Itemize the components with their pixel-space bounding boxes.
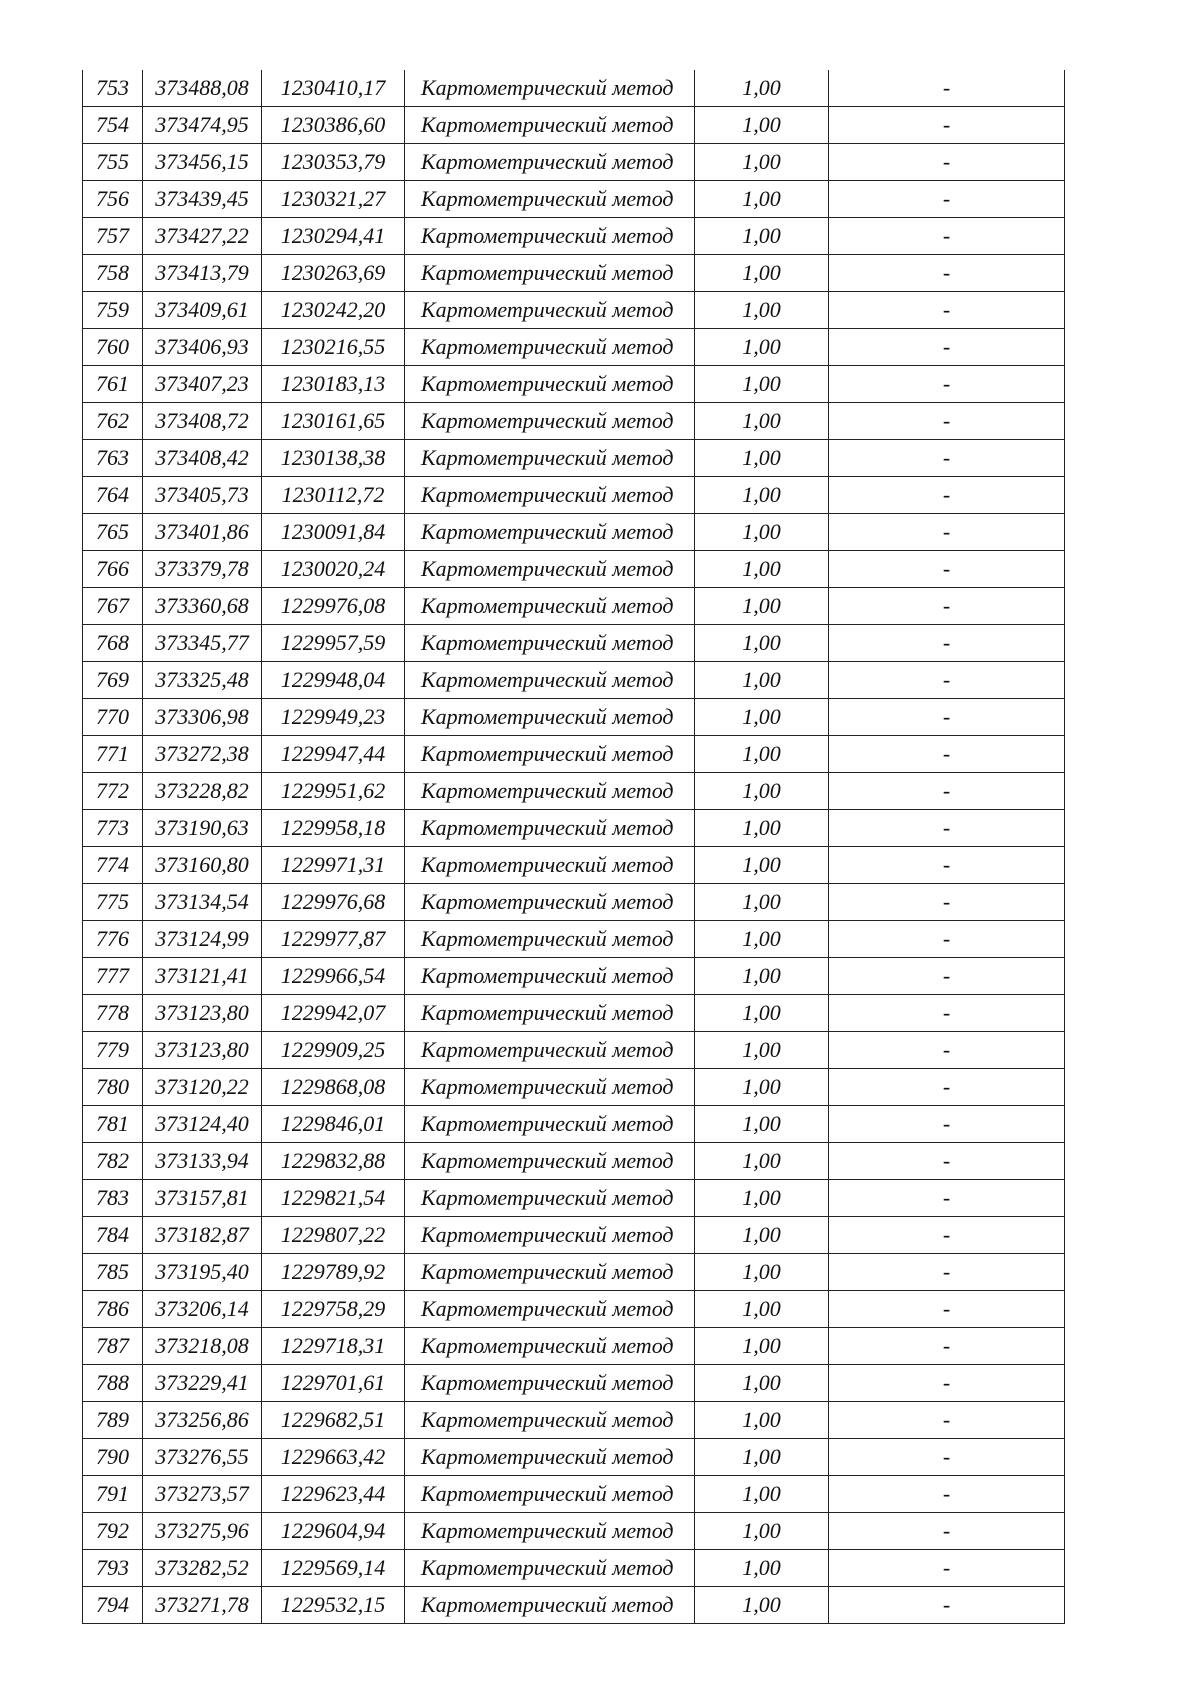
table-row	[83, 1291, 1065, 1328]
x-coordinate-cell: 373206,14	[143, 1291, 262, 1328]
point-number-cell: 786	[83, 1291, 143, 1328]
method-cell: Картометрический метод	[405, 958, 695, 995]
method-cell: Картометрический метод	[405, 662, 695, 699]
point-number-cell: 771	[83, 736, 143, 773]
point-number-cell: 790	[83, 1439, 143, 1476]
point-number-cell: 793	[83, 1550, 143, 1587]
method-cell: Картометрический метод	[405, 921, 695, 958]
method-cell: Картометрический метод	[405, 403, 695, 440]
table-row	[83, 1106, 1065, 1143]
point-number-cell: 769	[83, 662, 143, 699]
y-coordinate-cell: 1230294,41	[262, 218, 405, 255]
method-cell: Картометрический метод	[405, 625, 695, 662]
point-number-cell: 766	[83, 551, 143, 588]
x-coordinate-cell: 373134,54	[143, 884, 262, 921]
x-coordinate-cell: 373325,48	[143, 662, 262, 699]
accuracy-cell: 1,00	[695, 1106, 829, 1143]
table-row	[83, 551, 1065, 588]
x-coordinate-cell: 373401,86	[143, 514, 262, 551]
table-row	[83, 477, 1065, 514]
point-number-cell: 768	[83, 625, 143, 662]
accuracy-cell: 1,00	[695, 329, 829, 366]
y-coordinate-cell: 1230216,55	[262, 329, 405, 366]
y-coordinate-cell: 1229868,08	[262, 1069, 405, 1106]
accuracy-cell: 1,00	[695, 1550, 829, 1587]
y-coordinate-cell: 1230410,17	[262, 70, 405, 107]
description-cell: -	[829, 1143, 1065, 1180]
description-cell: -	[829, 1180, 1065, 1217]
table-row	[83, 1587, 1065, 1624]
point-number-cell: 773	[83, 810, 143, 847]
method-cell: Картометрический метод	[405, 1439, 695, 1476]
point-number-cell: 755	[83, 144, 143, 181]
x-coordinate-cell: 373123,80	[143, 1032, 262, 1069]
point-number-cell: 761	[83, 366, 143, 403]
accuracy-cell: 1,00	[695, 1180, 829, 1217]
x-coordinate-cell: 373408,42	[143, 440, 262, 477]
method-cell: Картометрический метод	[405, 1402, 695, 1439]
table-row	[83, 958, 1065, 995]
point-number-cell: 789	[83, 1402, 143, 1439]
accuracy-cell: 1,00	[695, 1217, 829, 1254]
x-coordinate-cell: 373182,87	[143, 1217, 262, 1254]
method-cell: Картометрический метод	[405, 995, 695, 1032]
point-number-cell: 785	[83, 1254, 143, 1291]
y-coordinate-cell: 1229569,14	[262, 1550, 405, 1587]
x-coordinate-cell: 373474,95	[143, 107, 262, 144]
method-cell: Картометрический метод	[405, 1365, 695, 1402]
x-coordinate-cell: 373160,80	[143, 847, 262, 884]
method-cell: Картометрический метод	[405, 1291, 695, 1328]
x-coordinate-cell: 373405,73	[143, 477, 262, 514]
point-number-cell: 762	[83, 403, 143, 440]
method-cell: Картометрический метод	[405, 736, 695, 773]
accuracy-cell: 1,00	[695, 218, 829, 255]
accuracy-cell: 1,00	[695, 884, 829, 921]
table-row	[83, 1217, 1065, 1254]
method-cell: Картометрический метод	[405, 847, 695, 884]
table-row	[83, 1365, 1065, 1402]
x-coordinate-cell: 373124,40	[143, 1106, 262, 1143]
x-coordinate-cell: 373360,68	[143, 588, 262, 625]
x-coordinate-cell: 373408,72	[143, 403, 262, 440]
table-row	[83, 514, 1065, 551]
y-coordinate-cell: 1229701,61	[262, 1365, 405, 1402]
table-row	[83, 403, 1065, 440]
y-coordinate-cell: 1229532,15	[262, 1587, 405, 1624]
description-cell: -	[829, 773, 1065, 810]
method-cell: Картометрический метод	[405, 107, 695, 144]
method-cell: Картометрический метод	[405, 1032, 695, 1069]
x-coordinate-cell: 373456,15	[143, 144, 262, 181]
accuracy-cell: 1,00	[695, 1291, 829, 1328]
accuracy-cell: 1,00	[695, 1513, 829, 1550]
point-number-cell: 783	[83, 1180, 143, 1217]
table-row	[83, 1069, 1065, 1106]
y-coordinate-cell: 1230321,27	[262, 181, 405, 218]
point-number-cell: 756	[83, 181, 143, 218]
x-coordinate-cell: 373276,55	[143, 1439, 262, 1476]
y-coordinate-cell: 1229949,23	[262, 699, 405, 736]
method-cell: Картометрический метод	[405, 181, 695, 218]
method-cell: Картометрический метод	[405, 1069, 695, 1106]
table-row	[83, 1439, 1065, 1476]
table-row	[83, 810, 1065, 847]
accuracy-cell: 1,00	[695, 1587, 829, 1624]
point-number-cell: 765	[83, 514, 143, 551]
table-row	[83, 736, 1065, 773]
y-coordinate-cell: 1229948,04	[262, 662, 405, 699]
method-cell: Картометрический метод	[405, 1550, 695, 1587]
accuracy-cell: 1,00	[695, 144, 829, 181]
table-row	[83, 662, 1065, 699]
description-cell: -	[829, 255, 1065, 292]
method-cell: Картометрический метод	[405, 144, 695, 181]
accuracy-cell: 1,00	[695, 1439, 829, 1476]
table-row	[83, 1550, 1065, 1587]
point-number-cell: 778	[83, 995, 143, 1032]
accuracy-cell: 1,00	[695, 958, 829, 995]
description-cell: -	[829, 1106, 1065, 1143]
accuracy-cell: 1,00	[695, 662, 829, 699]
point-number-cell: 759	[83, 292, 143, 329]
table-row	[83, 440, 1065, 477]
method-cell: Картометрический метод	[405, 292, 695, 329]
point-number-cell: 794	[83, 1587, 143, 1624]
accuracy-cell: 1,00	[695, 1032, 829, 1069]
y-coordinate-cell: 1230263,69	[262, 255, 405, 292]
accuracy-cell: 1,00	[695, 699, 829, 736]
method-cell: Картометрический метод	[405, 477, 695, 514]
y-coordinate-cell: 1229951,62	[262, 773, 405, 810]
description-cell: -	[829, 1439, 1065, 1476]
accuracy-cell: 1,00	[695, 440, 829, 477]
y-coordinate-cell: 1229846,01	[262, 1106, 405, 1143]
x-coordinate-cell: 373190,63	[143, 810, 262, 847]
y-coordinate-cell: 1230386,60	[262, 107, 405, 144]
accuracy-cell: 1,00	[695, 514, 829, 551]
x-coordinate-cell: 373157,81	[143, 1180, 262, 1217]
table-row	[83, 218, 1065, 255]
x-coordinate-cell: 373195,40	[143, 1254, 262, 1291]
point-number-cell: 758	[83, 255, 143, 292]
table-row	[83, 773, 1065, 810]
y-coordinate-cell: 1230353,79	[262, 144, 405, 181]
accuracy-cell: 1,00	[695, 1402, 829, 1439]
description-cell: -	[829, 1513, 1065, 1550]
point-number-cell: 764	[83, 477, 143, 514]
table-row	[83, 995, 1065, 1032]
method-cell: Картометрический метод	[405, 1476, 695, 1513]
description-cell: -	[829, 440, 1065, 477]
point-number-cell: 792	[83, 1513, 143, 1550]
x-coordinate-cell: 373413,79	[143, 255, 262, 292]
method-cell: Картометрический метод	[405, 329, 695, 366]
table-row	[83, 144, 1065, 181]
table-row	[83, 1328, 1065, 1365]
y-coordinate-cell: 1229623,44	[262, 1476, 405, 1513]
description-cell: -	[829, 847, 1065, 884]
point-number-cell: 787	[83, 1328, 143, 1365]
table-row	[83, 255, 1065, 292]
description-cell: -	[829, 477, 1065, 514]
point-number-cell: 780	[83, 1069, 143, 1106]
description-cell: -	[829, 144, 1065, 181]
point-number-cell: 767	[83, 588, 143, 625]
table-row	[83, 107, 1065, 144]
y-coordinate-cell: 1229971,31	[262, 847, 405, 884]
accuracy-cell: 1,00	[695, 1254, 829, 1291]
description-cell: -	[829, 514, 1065, 551]
table-row	[83, 1180, 1065, 1217]
y-coordinate-cell: 1229966,54	[262, 958, 405, 995]
method-cell: Картометрический метод	[405, 1106, 695, 1143]
y-coordinate-cell: 1229821,54	[262, 1180, 405, 1217]
point-number-cell: 788	[83, 1365, 143, 1402]
coordinates-table-body	[83, 70, 1065, 1624]
y-coordinate-cell: 1229976,08	[262, 588, 405, 625]
table-row	[83, 847, 1065, 884]
method-cell: Картометрический метод	[405, 1143, 695, 1180]
accuracy-cell: 1,00	[695, 107, 829, 144]
method-cell: Картометрический метод	[405, 70, 695, 107]
point-number-cell: 754	[83, 107, 143, 144]
x-coordinate-cell: 373121,41	[143, 958, 262, 995]
y-coordinate-cell: 1229942,07	[262, 995, 405, 1032]
method-cell: Картометрический метод	[405, 255, 695, 292]
method-cell: Картометрический метод	[405, 1513, 695, 1550]
description-cell: -	[829, 588, 1065, 625]
point-number-cell: 757	[83, 218, 143, 255]
description-cell: -	[829, 1069, 1065, 1106]
y-coordinate-cell: 1230091,84	[262, 514, 405, 551]
point-number-cell: 779	[83, 1032, 143, 1069]
description-cell: -	[829, 699, 1065, 736]
y-coordinate-cell: 1230020,24	[262, 551, 405, 588]
x-coordinate-cell: 373124,99	[143, 921, 262, 958]
method-cell: Картометрический метод	[405, 1217, 695, 1254]
point-number-cell: 774	[83, 847, 143, 884]
x-coordinate-cell: 373275,96	[143, 1513, 262, 1550]
table-row	[83, 625, 1065, 662]
table-row	[83, 329, 1065, 366]
accuracy-cell: 1,00	[695, 1069, 829, 1106]
method-cell: Картометрический метод	[405, 514, 695, 551]
table-row	[83, 1143, 1065, 1180]
description-cell: -	[829, 329, 1065, 366]
table-row	[83, 1513, 1065, 1550]
y-coordinate-cell: 1230138,38	[262, 440, 405, 477]
point-number-cell: 782	[83, 1143, 143, 1180]
method-cell: Картометрический метод	[405, 1587, 695, 1624]
point-number-cell: 777	[83, 958, 143, 995]
description-cell: -	[829, 107, 1065, 144]
point-number-cell: 763	[83, 440, 143, 477]
x-coordinate-cell: 373427,22	[143, 218, 262, 255]
description-cell: -	[829, 1254, 1065, 1291]
description-cell: -	[829, 292, 1065, 329]
x-coordinate-cell: 373345,77	[143, 625, 262, 662]
description-cell: -	[829, 736, 1065, 773]
y-coordinate-cell: 1230161,65	[262, 403, 405, 440]
description-cell: -	[829, 662, 1065, 699]
y-coordinate-cell: 1230112,72	[262, 477, 405, 514]
table-row	[83, 181, 1065, 218]
method-cell: Картометрический метод	[405, 884, 695, 921]
x-coordinate-cell: 373406,93	[143, 329, 262, 366]
accuracy-cell: 1,00	[695, 810, 829, 847]
description-cell: -	[829, 958, 1065, 995]
table-row	[83, 366, 1065, 403]
description-cell: -	[829, 1587, 1065, 1624]
y-coordinate-cell: 1229682,51	[262, 1402, 405, 1439]
table-row	[83, 884, 1065, 921]
accuracy-cell: 1,00	[695, 181, 829, 218]
description-cell: -	[829, 181, 1065, 218]
method-cell: Картометрический метод	[405, 1328, 695, 1365]
point-number-cell: 791	[83, 1476, 143, 1513]
table-row	[83, 1476, 1065, 1513]
x-coordinate-cell: 373273,57	[143, 1476, 262, 1513]
x-coordinate-cell: 373409,61	[143, 292, 262, 329]
point-number-cell: 781	[83, 1106, 143, 1143]
table-row	[83, 1402, 1065, 1439]
description-cell: -	[829, 1217, 1065, 1254]
description-cell: -	[829, 810, 1065, 847]
y-coordinate-cell: 1229832,88	[262, 1143, 405, 1180]
x-coordinate-cell: 373488,08	[143, 70, 262, 107]
table-row	[83, 1254, 1065, 1291]
table-row	[83, 699, 1065, 736]
x-coordinate-cell: 373228,82	[143, 773, 262, 810]
x-coordinate-cell: 373282,52	[143, 1550, 262, 1587]
x-coordinate-cell: 373439,45	[143, 181, 262, 218]
y-coordinate-cell: 1229909,25	[262, 1032, 405, 1069]
accuracy-cell: 1,00	[695, 736, 829, 773]
x-coordinate-cell: 373271,78	[143, 1587, 262, 1624]
accuracy-cell: 1,00	[695, 773, 829, 810]
table-row	[83, 292, 1065, 329]
accuracy-cell: 1,00	[695, 921, 829, 958]
y-coordinate-cell: 1229789,92	[262, 1254, 405, 1291]
table-row	[83, 70, 1065, 107]
method-cell: Картометрический метод	[405, 810, 695, 847]
y-coordinate-cell: 1230183,13	[262, 366, 405, 403]
x-coordinate-cell: 373218,08	[143, 1328, 262, 1365]
method-cell: Картометрический метод	[405, 440, 695, 477]
description-cell: -	[829, 1476, 1065, 1513]
point-number-cell: 776	[83, 921, 143, 958]
y-coordinate-cell: 1229758,29	[262, 1291, 405, 1328]
point-number-cell: 760	[83, 329, 143, 366]
description-cell: -	[829, 70, 1065, 107]
description-cell: -	[829, 995, 1065, 1032]
accuracy-cell: 1,00	[695, 70, 829, 107]
x-coordinate-cell: 373123,80	[143, 995, 262, 1032]
point-number-cell: 770	[83, 699, 143, 736]
accuracy-cell: 1,00	[695, 1143, 829, 1180]
x-coordinate-cell: 373306,98	[143, 699, 262, 736]
description-cell: -	[829, 1291, 1065, 1328]
x-coordinate-cell: 373407,23	[143, 366, 262, 403]
table-row	[83, 588, 1065, 625]
coordinates-table	[82, 70, 1065, 1624]
x-coordinate-cell: 373272,38	[143, 736, 262, 773]
y-coordinate-cell: 1229977,87	[262, 921, 405, 958]
description-cell: -	[829, 625, 1065, 662]
x-coordinate-cell: 373120,22	[143, 1069, 262, 1106]
accuracy-cell: 1,00	[695, 1328, 829, 1365]
accuracy-cell: 1,00	[695, 477, 829, 514]
y-coordinate-cell: 1229718,31	[262, 1328, 405, 1365]
table-row	[83, 921, 1065, 958]
table-row	[83, 1032, 1065, 1069]
y-coordinate-cell: 1229663,42	[262, 1439, 405, 1476]
description-cell: -	[829, 1328, 1065, 1365]
accuracy-cell: 1,00	[695, 292, 829, 329]
description-cell: -	[829, 366, 1065, 403]
accuracy-cell: 1,00	[695, 403, 829, 440]
description-cell: -	[829, 884, 1065, 921]
description-cell: -	[829, 551, 1065, 588]
description-cell: -	[829, 218, 1065, 255]
description-cell: -	[829, 1365, 1065, 1402]
method-cell: Картометрический метод	[405, 1180, 695, 1217]
point-number-cell: 784	[83, 1217, 143, 1254]
method-cell: Картометрический метод	[405, 366, 695, 403]
description-cell: -	[829, 1402, 1065, 1439]
accuracy-cell: 1,00	[695, 995, 829, 1032]
y-coordinate-cell: 1229807,22	[262, 1217, 405, 1254]
method-cell: Картометрический метод	[405, 1254, 695, 1291]
description-cell: -	[829, 921, 1065, 958]
accuracy-cell: 1,00	[695, 366, 829, 403]
accuracy-cell: 1,00	[695, 255, 829, 292]
method-cell: Картометрический метод	[405, 218, 695, 255]
x-coordinate-cell: 373133,94	[143, 1143, 262, 1180]
accuracy-cell: 1,00	[695, 588, 829, 625]
method-cell: Картометрический метод	[405, 551, 695, 588]
y-coordinate-cell: 1229947,44	[262, 736, 405, 773]
accuracy-cell: 1,00	[695, 625, 829, 662]
description-cell: -	[829, 1550, 1065, 1587]
accuracy-cell: 1,00	[695, 1365, 829, 1402]
accuracy-cell: 1,00	[695, 847, 829, 884]
x-coordinate-cell: 373229,41	[143, 1365, 262, 1402]
y-coordinate-cell: 1229604,94	[262, 1513, 405, 1550]
accuracy-cell: 1,00	[695, 1476, 829, 1513]
method-cell: Картометрический метод	[405, 699, 695, 736]
method-cell: Картометрический метод	[405, 773, 695, 810]
point-number-cell: 772	[83, 773, 143, 810]
point-number-cell: 775	[83, 884, 143, 921]
point-number-cell: 753	[83, 70, 143, 107]
x-coordinate-cell: 373379,78	[143, 551, 262, 588]
y-coordinate-cell: 1229957,59	[262, 625, 405, 662]
method-cell: Картометрический метод	[405, 588, 695, 625]
y-coordinate-cell: 1229958,18	[262, 810, 405, 847]
description-cell: -	[829, 403, 1065, 440]
y-coordinate-cell: 1230242,20	[262, 292, 405, 329]
y-coordinate-cell: 1229976,68	[262, 884, 405, 921]
x-coordinate-cell: 373256,86	[143, 1402, 262, 1439]
description-cell: -	[829, 1032, 1065, 1069]
accuracy-cell: 1,00	[695, 551, 829, 588]
